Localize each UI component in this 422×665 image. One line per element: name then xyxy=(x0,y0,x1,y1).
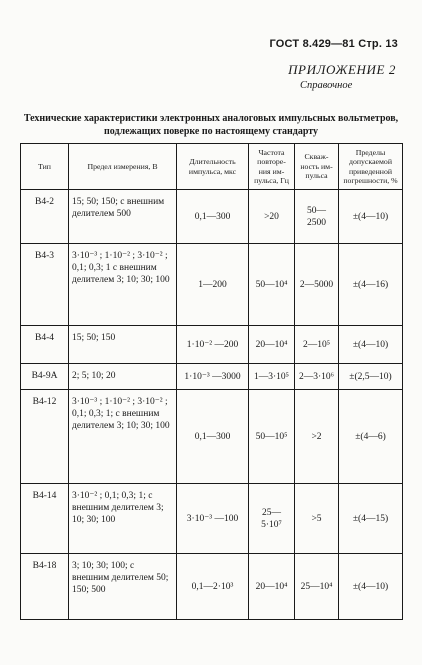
cell-frequency: 20—10⁴ xyxy=(249,326,295,364)
cell-range: 3·10⁻³ ; 1·10⁻² ; 3·10⁻² ; 0,1; 0,3; 1; с внешним делителем 3; 10; 30; 100 xyxy=(69,390,177,484)
col-header-frequency: Частота повторе-ния им-пульса, Гц xyxy=(249,144,295,190)
cell-frequency: 50—10⁴ xyxy=(249,244,295,326)
specs-table xyxy=(20,143,403,620)
col-header-error: Пределы допускаемой приведенной погрешности, % xyxy=(339,144,403,190)
col-header-type: Тип xyxy=(21,144,69,190)
cell-range: 2; 5; 10; 20 xyxy=(69,364,177,390)
cell-error: ±(4—16) xyxy=(339,244,403,326)
cell-error: ±(4—10) xyxy=(339,190,403,244)
cell-duration: 0,1—300 xyxy=(177,190,249,244)
cell-duty: >2 xyxy=(295,390,339,484)
cell-duration: 1—200 xyxy=(177,244,249,326)
cell-error: ±(4—6) xyxy=(339,390,403,484)
cell-frequency: 50—10⁵ xyxy=(249,390,295,484)
cell-duration: 1·10⁻³ —3000 xyxy=(177,364,249,390)
page-header: ГОСТ 8.429—81 Стр. 13 xyxy=(269,38,398,50)
cell-duty: 25—10⁴ xyxy=(295,554,339,620)
cell-range: 3·10⁻² ; 0,1; 0,3; 1; с внешним делителем 3; 10; 30; 100 xyxy=(69,484,177,554)
cell-error: ±(4—15) xyxy=(339,484,403,554)
cell-frequency: 25—5·10⁷ xyxy=(249,484,295,554)
appendix-kind: Справочное xyxy=(300,80,353,91)
table-row xyxy=(21,484,403,554)
table-title: Технические характеристики электронных аналоговых импульсных вольтметров, подлежащих поверке по настоящему стандарту xyxy=(23,113,399,137)
cell-range: 15; 50; 150; с внешним делителем 500 xyxy=(69,190,177,244)
table-row xyxy=(21,244,403,326)
table-row xyxy=(21,190,403,244)
cell-type: В4-18 xyxy=(21,554,69,620)
col-header-duty: Скваж-ность им-пульса xyxy=(295,144,339,190)
table-row xyxy=(21,390,403,484)
cell-duty: 2—5000 xyxy=(295,244,339,326)
cell-error: ±(4—10) xyxy=(339,554,403,620)
cell-type: В4-4 xyxy=(21,326,69,364)
cell-error: ±(4—10) xyxy=(339,326,403,364)
cell-type: В4-2 xyxy=(21,190,69,244)
cell-frequency: 20—10⁴ xyxy=(249,554,295,620)
appendix-title: ПРИЛОЖЕНИЕ 2 xyxy=(288,62,396,77)
cell-type: В4-9А xyxy=(21,364,69,390)
cell-range: 3; 10; 30; 100; с внешним делителем 50; 150; 500 xyxy=(69,554,177,620)
cell-duty: 2—3·10⁶ xyxy=(295,364,339,390)
cell-duration: 1·10⁻² —200 xyxy=(177,326,249,364)
cell-duty: 2—10⁵ xyxy=(295,326,339,364)
cell-type: В4-14 xyxy=(21,484,69,554)
cell-frequency: >20 xyxy=(249,190,295,244)
table-row xyxy=(21,554,403,620)
cell-duty: >5 xyxy=(295,484,339,554)
cell-duration: 3·10⁻³ —100 xyxy=(177,484,249,554)
col-header-range: Предел измерения, В xyxy=(69,144,177,190)
table-row xyxy=(21,364,403,390)
cell-type: В4-3 xyxy=(21,244,69,326)
cell-duration: 0,1—2·10³ xyxy=(177,554,249,620)
cell-type: В4-12 xyxy=(21,390,69,484)
cell-duty: 50—2500 xyxy=(295,190,339,244)
col-header-duration: Длительность импульса, мкс xyxy=(177,144,249,190)
table-row xyxy=(21,326,403,364)
cell-range: 15; 50; 150 xyxy=(69,326,177,364)
cell-error: ±(2,5—10) xyxy=(339,364,403,390)
cell-frequency: 1—3·10⁵ xyxy=(249,364,295,390)
table-header-row xyxy=(21,144,403,190)
cell-range: 3·10⁻³ ; 1·10⁻² ; 3·10⁻² ; 0,1; 0,3; 1 с внешним делителем 3; 10; 30; 100 xyxy=(69,244,177,326)
cell-duration: 0,1—300 xyxy=(177,390,249,484)
